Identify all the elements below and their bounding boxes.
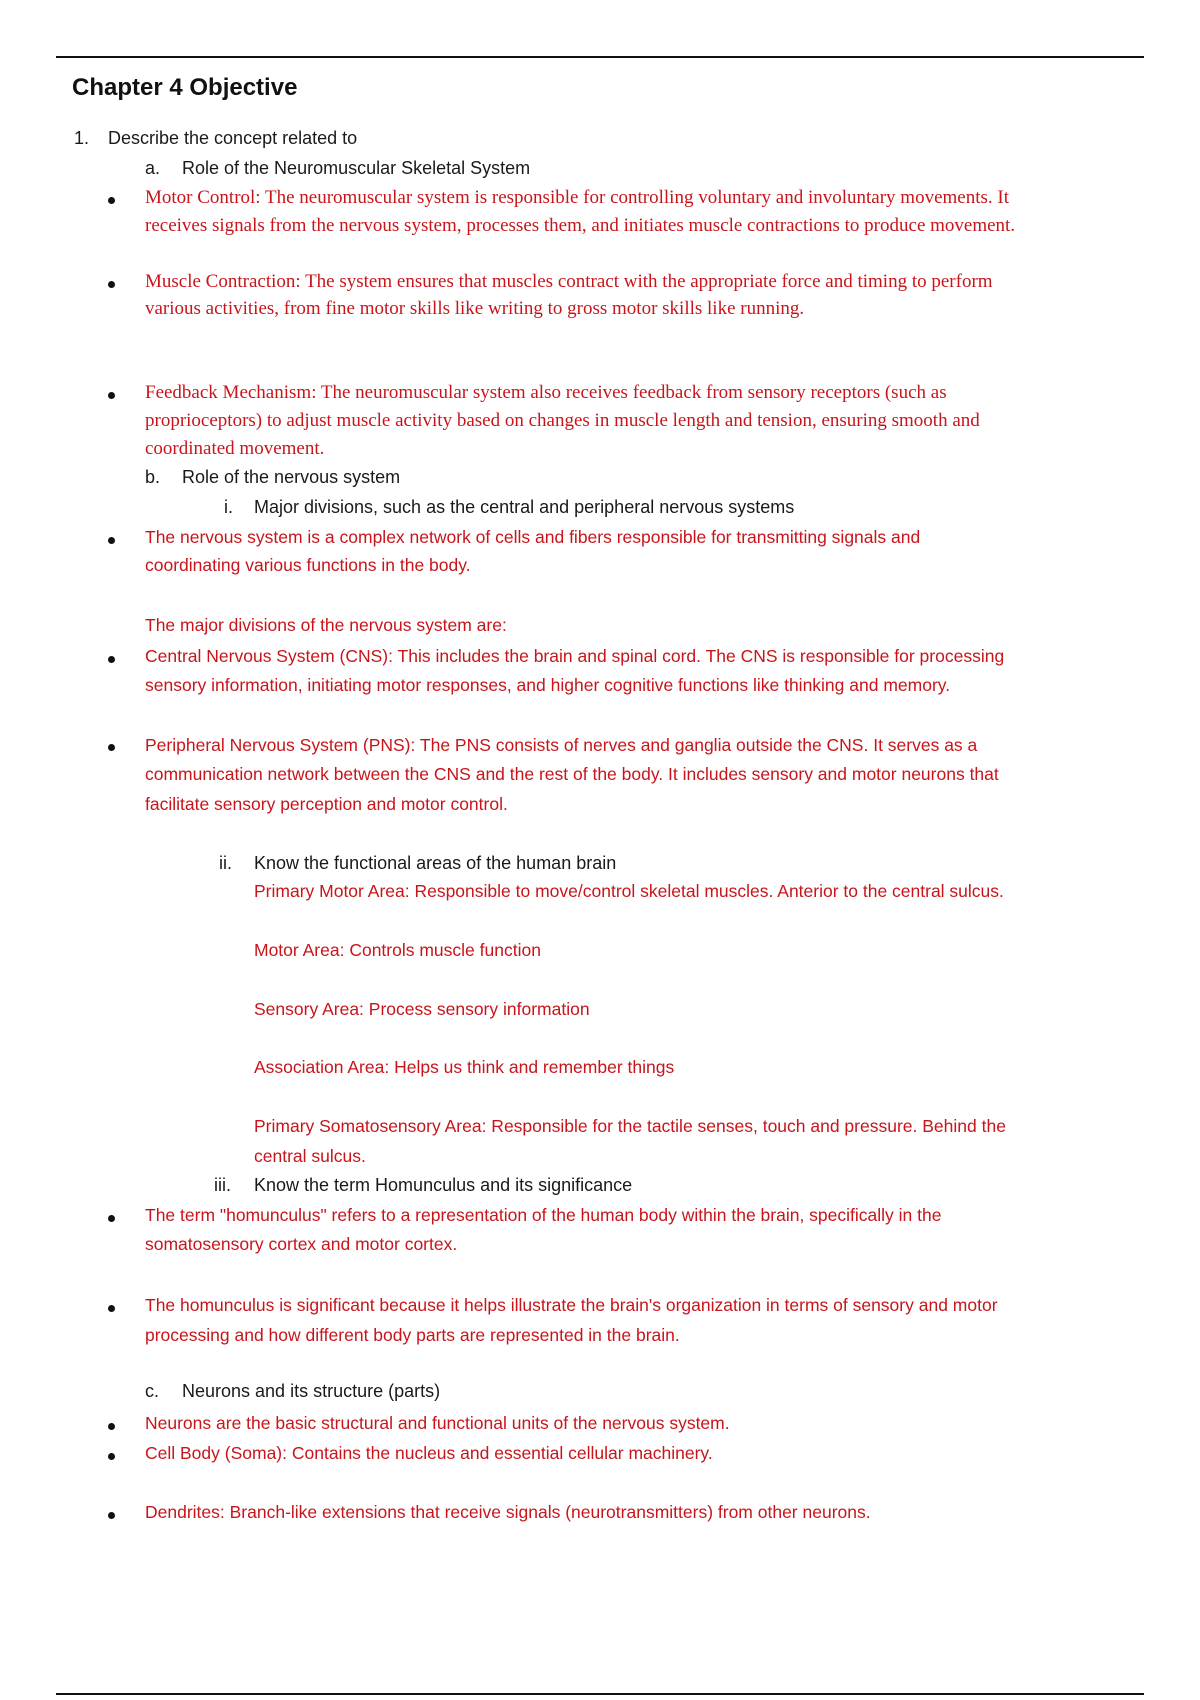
- bullet-dot: [108, 1512, 115, 1519]
- muscle-contraction-line2: various activities, from fine motor skills like writing to gross motor skills like running.: [145, 298, 805, 319]
- bullet-dot: [108, 656, 115, 663]
- neurons-bullet1: Neurons are the basic structural and functional units of the nervous system.: [145, 1413, 730, 1433]
- subitem-i-heading: Major divisions, such as the central and peripheral nervous systems: [254, 497, 795, 517]
- homunculus-b2-line2: processing and how different body parts are represented in the brain.: [145, 1325, 680, 1345]
- bullet-dot: [108, 744, 115, 751]
- bullet-dot: [108, 392, 115, 399]
- bullet-dot: [108, 1215, 115, 1222]
- bullet-dot: [108, 197, 115, 204]
- feedback-line2: proprioceptors) to adjust muscle activity based on changes in muscle length and tension, ensuring smooth and: [145, 410, 980, 431]
- subitem-a-heading: Role of the Neuromuscular Skeletal System: [182, 158, 531, 178]
- item-number: 1.: [74, 128, 90, 148]
- neurons-bullet3: Dendrites: Branch-like extensions that receive signals (neurotransmitters) from other neurons.: [145, 1502, 871, 1522]
- subitem-iii-numeral: iii.: [214, 1175, 231, 1195]
- motor-control-line1: Motor Control: The neuromuscular system is responsible for controlling voluntary and involuntary movements. It: [145, 187, 1010, 208]
- somatosensory-line1: Primary Somatosensory Area: Responsible for the tactile senses, touch and pressure. Behind the: [254, 1116, 1006, 1136]
- subitem-i-numeral: i.: [224, 497, 233, 517]
- bullet-dot: [108, 537, 115, 544]
- cns-line2: sensory information, initiating motor responses, and higher cognitive functions like thinking and memory.: [145, 675, 951, 695]
- page-title: Chapter 4 Objective: [72, 74, 298, 101]
- divisions-label: The major divisions of the nervous system are:: [145, 615, 507, 635]
- subitem-ii-numeral: ii.: [219, 853, 232, 873]
- bullet-dot: [108, 1305, 115, 1312]
- subitem-b-heading: Role of the nervous system: [182, 467, 401, 487]
- nervous-intro-line2: coordinating various functions in the body.: [145, 555, 471, 575]
- pns-line2: communication network between the CNS and the rest of the body. It includes sensory and motor neurons that: [145, 764, 999, 784]
- bottom-rule: [56, 1693, 1144, 1695]
- pns-line3: facilitate sensory perception and motor control.: [145, 794, 508, 814]
- subitem-ii-heading: Know the functional areas of the human brain: [254, 853, 617, 873]
- bullet-dot: [108, 1423, 115, 1430]
- sensory-area: Sensory Area: Process sensory information: [254, 999, 590, 1019]
- item-text: Describe the concept related to: [108, 128, 358, 148]
- somatosensory-line2: central sulcus.: [254, 1146, 366, 1166]
- bullet-dot: [108, 281, 115, 288]
- association-area: Association Area: Helps us think and remember things: [254, 1057, 675, 1077]
- subitem-a-letter: a.: [145, 158, 161, 178]
- subitem-c-heading: Neurons and its structure (parts): [182, 1381, 441, 1401]
- subitem-b-letter: b.: [145, 467, 161, 487]
- nervous-intro-line1: The nervous system is a complex network of cells and fibers responsible for transmitting signals and: [145, 527, 921, 547]
- pns-line1: Peripheral Nervous System (PNS): The PNS consists of nerves and ganglia outside the CNS. It serves as a: [145, 735, 978, 755]
- motor-area: Motor Area: Controls muscle function: [254, 940, 541, 960]
- neurons-bullet2: Cell Body (Soma): Contains the nucleus and essential cellular machinery.: [145, 1443, 713, 1463]
- subitem-iii-heading: Know the term Homunculus and its significance: [254, 1175, 633, 1195]
- homunculus-b1-line1: The term "homunculus" refers to a representation of the human body within the brain, specifically in the: [145, 1205, 942, 1225]
- feedback-line3: coordinated movement.: [145, 438, 325, 459]
- muscle-contraction-line1: Muscle Contraction: The system ensures that muscles contract with the appropriate force and timing to perform: [145, 271, 993, 292]
- homunculus-b1-line2: somatosensory cortex and motor cortex.: [145, 1234, 458, 1254]
- subitem-c-letter: c.: [145, 1381, 160, 1401]
- primary-motor-area: Primary Motor Area: Responsible to move/control skeletal muscles. Anterior to the central sulcus.: [254, 881, 1004, 901]
- bullet-dot: [108, 1453, 115, 1460]
- top-rule: [56, 56, 1144, 58]
- cns-line1: Central Nervous System (CNS): This includes the brain and spinal cord. The CNS is responsible for processing: [145, 646, 1005, 666]
- motor-control-line2: receives signals from the nervous system, processes them, and initiates muscle contractions to produce movement.: [145, 215, 1016, 236]
- feedback-line1: Feedback Mechanism: The neuromuscular system also receives feedback from sensory receptors (such as: [145, 382, 947, 403]
- homunculus-b2-line1: The homunculus is significant because it helps illustrate the brain's organization in terms of sensory and motor: [145, 1295, 998, 1315]
